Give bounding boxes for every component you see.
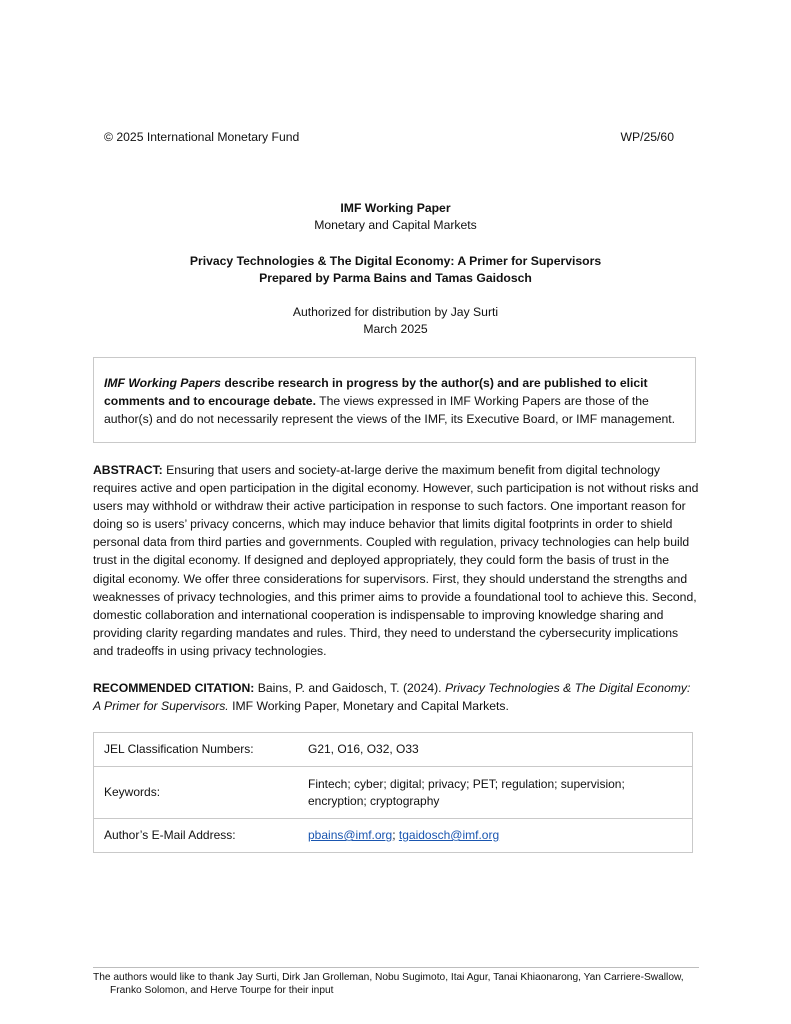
email-value	[298, 819, 693, 853]
email-link-bains[interactable]: pbains@imf.org	[308, 828, 393, 842]
authorized-by: Authorized for distribution by Jay Surti	[292, 305, 499, 319]
copyright-notice: © 2025 International Monetary Fund	[104, 130, 300, 144]
table-row	[94, 767, 693, 819]
prepared-by: Prepared by Parma Bains and Tamas Gaidosch	[259, 271, 532, 285]
disclaimer-lead-bold: describe research in progress by the author(s) and are published to elicit comments and to encourage debate.	[104, 376, 648, 408]
keywords-label: Keywords:	[94, 767, 299, 819]
footnote-line-1: The authors would like to thank Jay Surti, Dirk Jan Grolleman, Nobu Sugimoto, Itai Agur, Tanai Khiaonarong, Yan Carriere-Swallow,	[93, 972, 684, 983]
abstract-paragraph	[93, 461, 701, 660]
disclaimer-lead-italic: IMF Working Papers	[104, 376, 221, 390]
paper-number: WP/25/60	[620, 130, 674, 144]
citation-label: RECOMMENDED CITATION:	[93, 681, 255, 695]
email-separator: ;	[392, 828, 399, 842]
recommended-citation	[93, 679, 699, 715]
citation-title: Privacy Technologies & The Digital Economy: A Primer for Supervisors.	[93, 681, 691, 713]
abstract-label: ABSTRACT:	[93, 463, 163, 477]
department: Monetary and Capital Markets	[314, 218, 477, 232]
jel-label: JEL Classification Numbers:	[94, 733, 299, 767]
disclaimer-box	[93, 357, 696, 443]
email-link-gaidosch[interactable]: tgaidosch@imf.org	[398, 828, 500, 842]
jel-value: G21, O16, O32, O33	[298, 733, 693, 767]
email-label: Author’s E-Mail Address:	[94, 819, 299, 853]
abstract-text: Ensuring that users and society-at-large derive the maximum benefit from digital technology requires active and open participation in the digital economy. However, such participation is not without risks and users may withhold or withdraw their active participation in response to such factors. One important reason for doing so is users’ privacy concerns, which may induce behavior that limits digital footprints in order to shield personal data from third parties and governments. Coupled with regulation, privacy technologies can help build trust in the digital economy. If designed and deployed appropriately, they could form the basis of trust in the digital economy. We offer three considerations for supervisors. First, they should understand the strengths and weaknesses of privacy technologies, and this primer aims to provide a foundational tool to achieve this. Second, domestic collaboration and international cooperation is indispensable to improving knowledge sharing and providing clarity regarding mandates and rules. Third, they need to understand the cybersecurity implications and tradeoffs in using privacy technologies.	[93, 463, 699, 658]
footnote-line-2: Franko Solomon, and Herve Tourpe for their input	[110, 985, 334, 996]
table-row	[94, 733, 693, 767]
citation-authors: Bains, P. and Gaidosch, T. (2024).	[254, 681, 445, 695]
table-row	[94, 819, 693, 853]
info-table	[93, 732, 693, 853]
series-title: IMF Working Paper	[340, 201, 451, 215]
footnote-divider	[93, 967, 699, 968]
citation-rest: IMF Working Paper, Monetary and Capital Markets.	[228, 699, 509, 713]
footnote	[93, 971, 703, 997]
disclaimer-rest: The views expressed in IMF Working Papers are those of the author(s) and do not necessarily represent the views of the IMF, its Executive Board, or IMF management.	[104, 394, 676, 426]
keywords-value: Fintech; cyber; digital; privacy; PET; regulation; supervision; encryption; cryptography	[298, 767, 693, 819]
publication-date: March 2025	[363, 322, 428, 336]
paper-title: Privacy Technologies & The Digital Economy: A Primer for Supervisors	[189, 254, 602, 268]
